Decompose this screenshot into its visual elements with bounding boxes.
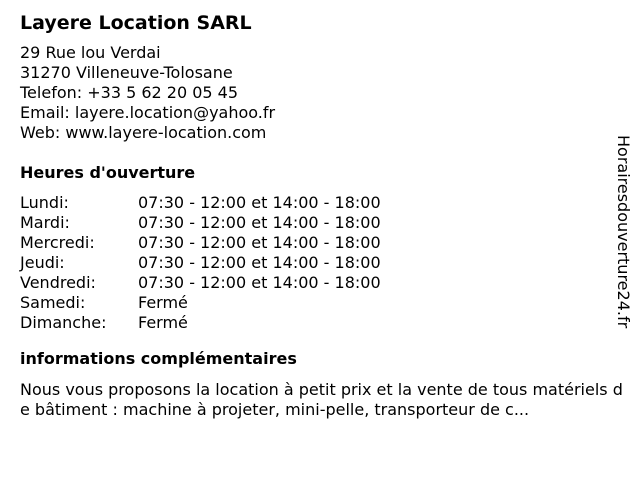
day-label: Samedi:: [20, 293, 86, 312]
street-address: 29 Rue lou Verdai: [20, 43, 161, 62]
hours-value: 07:30 - 12:00 et 14:00 - 18:00: [138, 273, 381, 292]
opening-hours-table: [20, 193, 620, 333]
additional-info-text: Nous vous proposons la location à petit prix et la vente de tous matériels de bâtiment : machine à projeter, mini-pelle, transporteur de c...: [20, 380, 623, 419]
hours-value: 07:30 - 12:00 et 14:00 - 18:00: [138, 253, 381, 272]
additional-info-heading: informations complémentaires: [20, 349, 297, 368]
hours-value: 07:30 - 12:00 et 14:00 - 18:00: [138, 193, 381, 212]
email-address: Email: layere.location@yahoo.fr: [20, 103, 276, 122]
hours-value: Fermé: [138, 313, 188, 332]
day-label: Mardi:: [20, 213, 70, 232]
day-label: Jeudi:: [20, 253, 65, 272]
site-watermark: Horairesdouverture24.fr: [614, 135, 633, 329]
day-label: Mercredi:: [20, 233, 95, 252]
hours-value: 07:30 - 12:00 et 14:00 - 18:00: [138, 233, 381, 252]
opening-hours-heading: Heures d'ouverture: [20, 163, 196, 182]
hours-row-sunday: [20, 313, 620, 333]
hours-row-thursday: [20, 253, 620, 273]
address-block: [20, 43, 620, 143]
hours-row-friday: [20, 273, 620, 293]
hours-value: Fermé: [138, 293, 188, 312]
hours-row-monday: [20, 193, 620, 213]
day-label: Lundi:: [20, 193, 69, 212]
hours-row-saturday: [20, 293, 620, 313]
day-label: Dimanche:: [20, 313, 107, 332]
website-address: Web: www.layere-location.com: [20, 123, 267, 142]
day-label: Vendredi:: [20, 273, 96, 292]
hours-value: 07:30 - 12:00 et 14:00 - 18:00: [138, 213, 381, 232]
business-name: Layere Location SARL: [20, 12, 252, 34]
hours-row-wednesday: [20, 233, 620, 253]
phone-number: Telefon: +33 5 62 20 05 45: [20, 83, 239, 102]
hours-row-tuesday: [20, 213, 620, 233]
business-card: [20, 10, 623, 420]
postal-city: 31270 Villeneuve-Tolosane: [20, 63, 233, 82]
